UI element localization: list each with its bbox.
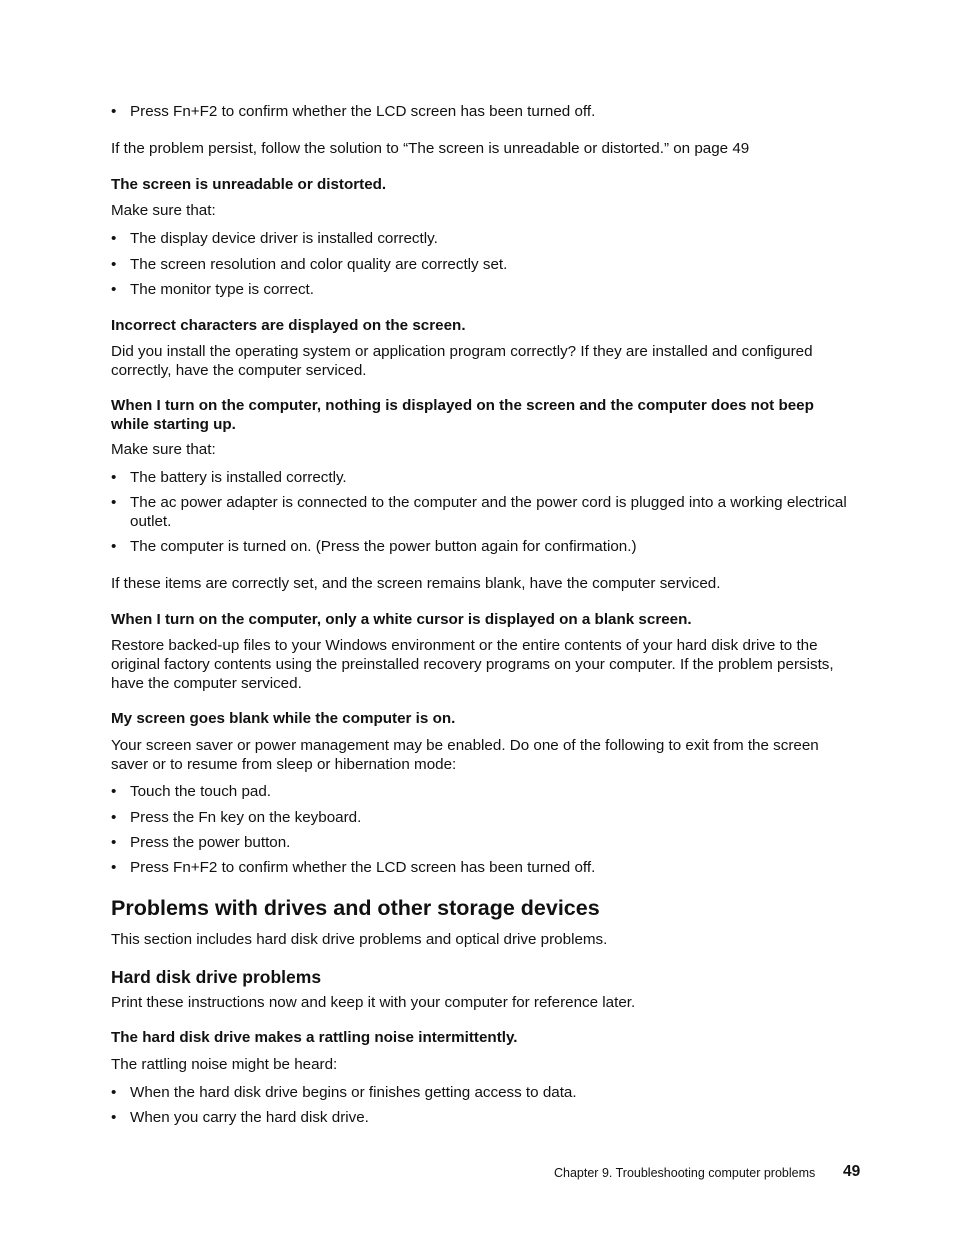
section-title: Problems with drives and other storage devices [111,896,600,920]
paragraph: If these items are correctly set, and the screen remains blank, have the computer serviced. [111,575,721,592]
paragraph-intro: Make sure that: [111,202,216,219]
paragraph-problem-persist: If the problem persist, follow the solution to “The screen is unreadable or distorted.” on page 49 [111,140,750,157]
document-page: • Press Fn+F2 to confirm whether the LCD screen has been turned off. If the problem persist, follow the solution to “The screen is unreadable or distorted.” on page 49 The screen is unreadable or distorted. Make sure that: • The display device driver is installed correctly. • The screen resolution and color quality are correctly set. • The monitor type is correct. Incorrect characters are displayed on the screen. Did you install the operating system or application program correctly? If they are installed and configured correctly, have the computer serviced. When I turn on the computer, nothing is displayed on the screen and the computer does not beep while starting up. Make sure that: • The battery is installed correctly. • The ac power adapter is connected to the computer and the power cord is plugged into a working electrical outlet. • The computer is turned on. (Press the power button again for confirmation.) If these items are correctly set, and the screen remains blank, have the computer serviced. When I turn on the computer, only a white cursor is displayed on a blank screen. Restore backed-up files to your Windows environment or the entire contents of your hard disk drive to the original factory contents using the preinstalled recovery programs on your computer. If the problem persists, have the computer serviced. My screen goes blank while the computer is on. Your screen saver or power management may be enabled. Do one of the following to exit from the screen saver or to resume from sleep or hibernation mode: • Touch the touch pad. • Press the Fn key on the keyboard. • Press the power button. • Press Fn+F2 to confirm whether the LCD screen has been turned off. Problems with drives and other storage devices This section includes hard disk drive problems and optical drive problems. Hard disk drive problems Print these instructions now and keep it with your computer for reference later. The hard disk drive makes a rattling noise intermittently. The rattling noise might be heard: • When the hard disk drive begins or finishes getting access to data. • When you carry the hard disk drive. Chapter 9. Troubleshooting computer problems 49 [111,103,861,1180]
paragraph: This section includes hard disk drive problems and optical drive problems. [111,931,608,948]
footer-chapter-title: Chapter 9. Troubleshooting computer problems [554,1166,816,1180]
paragraph-intro: The rattling noise might be heard: [111,1056,338,1073]
paragraph: Did you install the operating system or application program correctly? If they are installed and configured correctly, have the computer serviced. [111,343,813,379]
section-heading: Incorrect characters are displayed on the screen. [111,317,466,334]
paragraph: Print these instructions now and keep it with your computer for reference later. [111,994,636,1011]
section-heading: When I turn on the computer, only a white cursor is displayed on a blank screen. [111,611,692,628]
section-heading: The screen is unreadable or distorted. [111,176,387,193]
section-heading: The hard disk drive makes a rattling noise intermittently. [111,1029,518,1046]
paragraph: Restore backed-up files to your Windows environment or the entire contents of your hard disk drive to the original factory contents using the preinstalled recovery programs on your computer. If the problem persists, have the computer serviced. [111,637,834,692]
page-number: 49 [843,1163,861,1180]
paragraph-intro: Make sure that: [111,441,216,458]
section-heading: When I turn on the computer, nothing is displayed on the screen and the computer does not beep while starting up. [111,397,814,433]
subsection-title: Hard disk drive problems [111,967,322,987]
section-heading: My screen goes blank while the computer is on. [111,710,456,727]
paragraph: Your screen saver or power management may be enabled. Do one of the following to exit from the screen saver or to resume from sleep or hibernation mode: [111,737,819,773]
